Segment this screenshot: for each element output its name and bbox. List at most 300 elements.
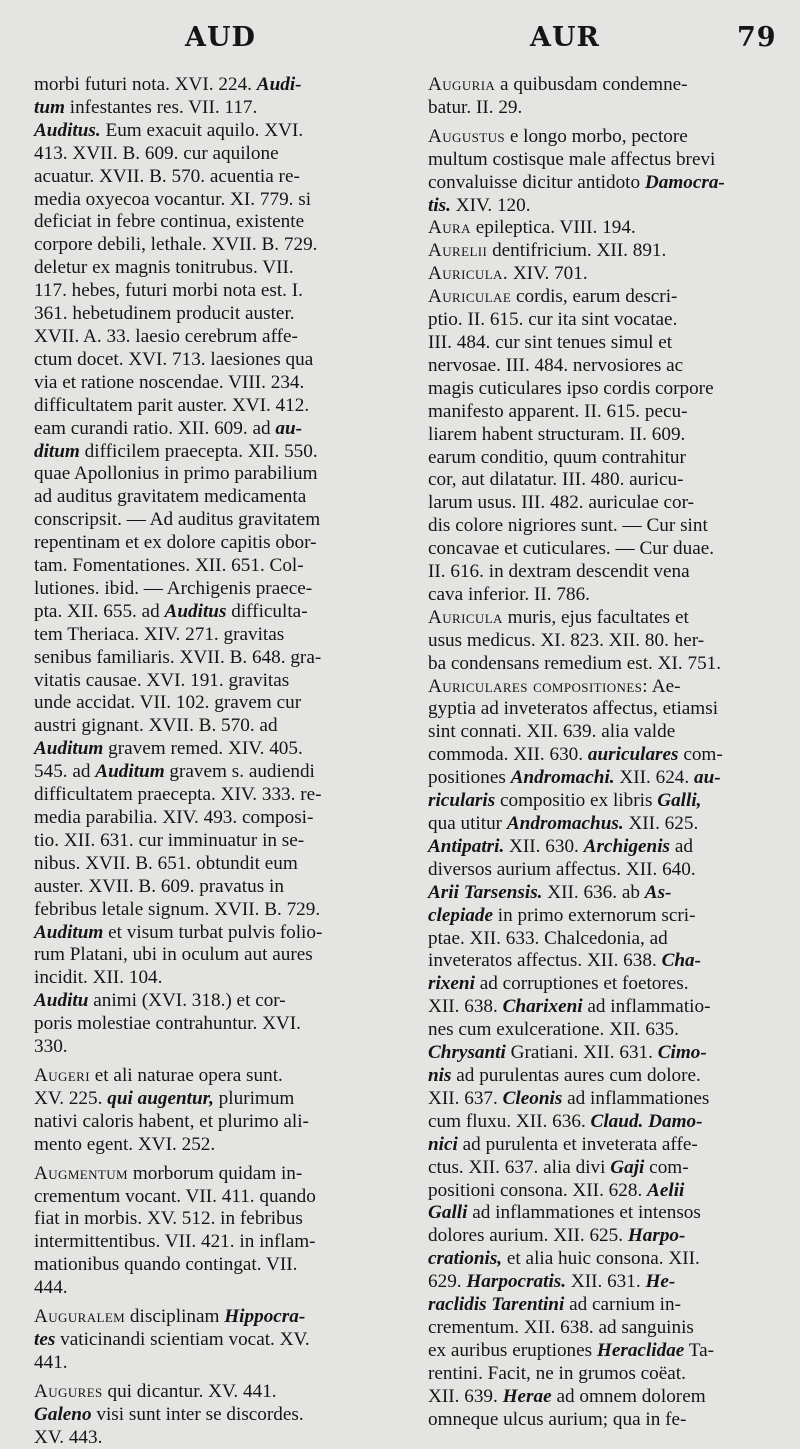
- italic-term: Auditum: [95, 761, 165, 783]
- text-run: batur. II. 29.: [428, 96, 523, 118]
- text-run: ptae. XII. 633. Chalcedonia, ad: [428, 927, 668, 949]
- text-line: [428, 1363, 768, 1386]
- text-line: [34, 715, 370, 738]
- text-run: nativi caloris habent, et plurimo ali-: [34, 1110, 309, 1132]
- text-run: vaticinandi scientiam vocat. XV.: [55, 1328, 310, 1350]
- text-line: [428, 1134, 768, 1157]
- text-run: repentinam et ex dolore capitis obor-: [34, 532, 317, 554]
- headword: Aurelii: [428, 240, 488, 262]
- text-run: qua utitur: [428, 813, 507, 834]
- text-line: [428, 1317, 768, 1340]
- text-run: 413. XVII. B. 609. cur aquilone: [34, 142, 279, 164]
- text-line: [428, 515, 768, 538]
- text-run: 444.: [34, 1277, 68, 1299]
- text-line: [34, 1277, 370, 1300]
- text-line: [34, 280, 370, 303]
- text-line: [34, 1186, 370, 1209]
- text-line: [428, 1065, 768, 1088]
- text-run: multum costisque male affectus brevi: [428, 148, 716, 170]
- italic-term: Chrysanti: [428, 1042, 506, 1064]
- text-line: [34, 234, 370, 257]
- text-run: XII. 639.: [428, 1385, 503, 1407]
- text-run: ad auditus gravitatem medicamenta: [34, 486, 307, 508]
- text-run: II. 616. in dextram descendit vena: [428, 561, 690, 583]
- text-run: et visum turbat pulvis folio-: [103, 921, 323, 943]
- running-head-right: AUR: [530, 22, 600, 53]
- italic-term: Herae: [502, 1385, 552, 1407]
- text-run: XII. 625.: [623, 813, 699, 834]
- italic-term: Harpo-: [627, 1225, 686, 1247]
- text-line: [428, 286, 768, 309]
- text-run: positiones: [428, 767, 511, 789]
- text-line: [428, 653, 768, 676]
- text-run: XII. 636. ab: [542, 881, 645, 903]
- text-line: [34, 876, 370, 899]
- text-line: [34, 1111, 370, 1134]
- text-line: [428, 973, 768, 996]
- text-line: [34, 784, 370, 807]
- headword: Augeri: [34, 1064, 90, 1086]
- italic-term: Antipatri.: [428, 835, 505, 857]
- text-line: [428, 790, 768, 813]
- text-run: ad carnium in-: [564, 1294, 681, 1316]
- text-run: Eum exacuit aquilo. XVI.: [100, 119, 304, 141]
- text-run: ad purulentas aures cum dolore.: [451, 1064, 701, 1086]
- running-head-left: AUD: [185, 22, 256, 53]
- italic-term: Andromachi.: [510, 767, 615, 789]
- text-run: senibus familiaris. XVII. B. 648. gra-: [34, 646, 322, 668]
- text-line: [34, 1163, 370, 1186]
- text-line: [34, 899, 370, 922]
- text-run: ex auribus eruptiones: [428, 1339, 597, 1361]
- text-line: [428, 149, 768, 172]
- text-run: mationibus quando contingat. VII.: [34, 1254, 298, 1276]
- text-line: [428, 1019, 768, 1042]
- text-line: [428, 263, 768, 286]
- text-line: [34, 761, 370, 784]
- text-line: [428, 1202, 768, 1225]
- text-line: [428, 836, 768, 859]
- text-run: morborum quidam in-: [128, 1162, 303, 1184]
- text-line: [428, 126, 768, 149]
- text-line: [428, 538, 768, 561]
- text-line: [34, 303, 370, 326]
- text-line: [34, 967, 370, 990]
- text-line: [34, 647, 370, 670]
- text-run: larum usus. III. 482. auriculae cor-: [428, 492, 695, 514]
- italic-term: Cha-: [661, 950, 702, 972]
- text-line: [428, 767, 768, 790]
- text-line: [34, 532, 370, 555]
- text-run: concavae et cuticulares. — Cur duae.: [428, 538, 715, 560]
- text-run: media parabilia. XIV. 493. composi-: [34, 807, 314, 828]
- italic-term: Damocra-: [644, 171, 725, 193]
- text-run: dis colore nigriores sunt. — Cur sint: [428, 515, 708, 537]
- text-line: [428, 74, 768, 97]
- text-run: difficulta-: [226, 600, 308, 622]
- italic-term: rixeni: [428, 973, 475, 995]
- text-line: [34, 441, 370, 464]
- text-run: cava inferior. II. 786.: [428, 583, 590, 605]
- text-run: muris, ejus facultates et: [502, 606, 689, 628]
- text-line: [34, 349, 370, 372]
- text-line: [34, 692, 370, 715]
- text-line: [428, 630, 768, 653]
- text-run: ctum docet. XVI. 713. laesiones qua: [34, 348, 314, 370]
- italic-term: tes: [34, 1328, 56, 1350]
- text-run: XII. 630.: [504, 835, 584, 857]
- text-run: tio. XII. 631. cur imminuatur in se-: [34, 829, 305, 851]
- text-run: ad inflammationes et intensos: [467, 1202, 701, 1224]
- headword: Auriculae: [428, 286, 512, 308]
- text-run: crementum. XII. 638. ad sanguinis: [428, 1316, 694, 1338]
- text-run: diversos aurium affectus. XII. 640.: [428, 858, 696, 880]
- text-line: [428, 561, 768, 584]
- text-line: [34, 624, 370, 647]
- text-run: cor, aut dilatatur. III. 480. auricu-: [428, 469, 684, 491]
- text-line: [428, 172, 768, 195]
- text-run: fiat in morbis. XV. 512. in febribus: [34, 1208, 303, 1230]
- text-run: XV. 443.: [34, 1426, 103, 1448]
- text-line: [428, 1111, 768, 1134]
- text-line: [428, 1294, 768, 1317]
- text-run: gravem remed. XIV. 405.: [103, 738, 303, 760]
- text-line: [34, 1329, 370, 1352]
- text-run: ad purulenta et inveterata affe-: [457, 1133, 698, 1155]
- italic-term: Harpocratis.: [466, 1271, 567, 1293]
- text-line: [34, 1254, 370, 1277]
- text-line: [428, 1386, 768, 1409]
- text-run: corpore debili, lethale. XVII. B. 729.: [34, 234, 318, 256]
- italic-term: Cimo-: [657, 1042, 707, 1064]
- text-run: incidit. XII. 104.: [34, 967, 163, 989]
- text-run: in primo externorum scri-: [493, 904, 696, 926]
- italic-term: Galli,: [657, 790, 702, 812]
- text-run: com-: [678, 744, 723, 766]
- headword: Augmentum: [34, 1162, 129, 1184]
- text-line: [34, 211, 370, 234]
- text-run: rum Platani, ubi in oculum aut aures: [34, 944, 313, 966]
- text-run: conscripsit. — Ad auditus gravitatem: [34, 509, 321, 531]
- right-column: [428, 74, 768, 1431]
- headword: Auricula: [428, 606, 503, 628]
- text-line: [34, 853, 370, 876]
- text-run: morbi futuri nota. XVI. 224.: [34, 74, 257, 95]
- text-line: [428, 1340, 768, 1363]
- text-run: ptio. II. 615. cur ita sint vocatae.: [428, 309, 678, 331]
- text-line: [428, 492, 768, 515]
- text-line: [428, 813, 768, 836]
- text-line: [34, 326, 370, 349]
- text-line: [428, 447, 768, 470]
- text-line: [428, 1271, 768, 1294]
- text-run: et ali naturae opera sunt.: [89, 1064, 283, 1086]
- text-run: XII. 638.: [428, 996, 503, 1018]
- text-line: [428, 1409, 768, 1432]
- italic-term: Heraclidae: [596, 1339, 685, 1361]
- text-run: vitatis causae. XVI. 191. gravitas: [34, 669, 290, 691]
- text-run: pta. XII. 655. ad: [34, 600, 165, 622]
- text-run: Ae-: [648, 675, 681, 697]
- italic-term: ricularis: [428, 790, 496, 812]
- text-run: nes cum exulceratione. XII. 635.: [428, 1019, 679, 1041]
- text-run: quae Apollonius in primo parabilium: [34, 463, 318, 485]
- text-run: poris molestiae contrahuntur. XVI.: [34, 1013, 301, 1035]
- text-run: liarem habent structuram. II. 609.: [428, 423, 686, 445]
- text-line: [34, 486, 370, 509]
- italic-term: As-: [644, 881, 672, 903]
- page-number: 79: [737, 22, 777, 53]
- text-line: [34, 1088, 370, 1111]
- text-line: [34, 143, 370, 166]
- italic-term: Gaji: [610, 1156, 645, 1178]
- text-run: XII. 637.: [428, 1087, 503, 1109]
- italic-term: au-: [694, 767, 721, 789]
- text-run: ba condensans remedium est. XI. 751.: [428, 652, 722, 674]
- text-line: [34, 395, 370, 418]
- text-line: [34, 97, 370, 120]
- left-column: [34, 74, 370, 1449]
- italic-term: qui augentur,: [107, 1087, 214, 1109]
- text-run: convaluisse dicitur antidoto: [428, 171, 645, 193]
- text-run: XVII. A. 33. laesio cerebrum affe-: [34, 325, 298, 347]
- text-run: tam. Fomentationes. XII. 651. Col-: [34, 555, 304, 577]
- text-run: unde accidat. VII. 102. gravem cur: [34, 692, 302, 714]
- text-line: [428, 996, 768, 1019]
- italic-term: clepiade: [428, 904, 493, 926]
- text-line: [428, 744, 768, 767]
- text-line: [34, 944, 370, 967]
- text-line: [428, 378, 768, 401]
- text-line: [428, 217, 768, 240]
- text-line: [428, 1088, 768, 1111]
- text-run: ctus. XII. 637. alia divi: [428, 1156, 611, 1178]
- text-run: 117. hebes, futuri morbi nota est. I.: [34, 280, 303, 302]
- text-run: qui dicantur. XV. 441.: [102, 1380, 277, 1402]
- text-line: [34, 509, 370, 532]
- text-run: sint connati. XII. 639. alia valde: [428, 721, 676, 743]
- text-line: [34, 1208, 370, 1231]
- text-run: difficultatem parit auster. XVI. 412.: [34, 394, 310, 416]
- text-line: [428, 721, 768, 744]
- text-run: et alia huic consona. XII.: [502, 1248, 700, 1270]
- text-run: crementum vocant. VII. 411. quando: [34, 1185, 316, 1207]
- text-line: [34, 1306, 370, 1329]
- italic-term: He-: [645, 1271, 676, 1293]
- text-run: animi (XVI. 318.) et cor-: [88, 990, 286, 1012]
- text-run: XII. 624.: [614, 767, 694, 789]
- italic-term: nis: [428, 1064, 452, 1086]
- text-run: ad corruptiones et foetores.: [474, 973, 689, 995]
- italic-term: tis.: [428, 194, 451, 216]
- text-run: nervosae. III. 484. nervosiores ac: [428, 354, 684, 376]
- text-run: XIV. 701.: [508, 263, 588, 285]
- text-line: [34, 1404, 370, 1427]
- italic-term: auriculares: [587, 744, 679, 766]
- text-line: [34, 1013, 370, 1036]
- text-run: Gratiani. XII. 631.: [505, 1042, 658, 1064]
- text-line: [428, 950, 768, 973]
- italic-term: Hippocra-: [224, 1306, 306, 1328]
- text-line: [34, 166, 370, 189]
- italic-term: nici: [428, 1133, 458, 1155]
- text-run: nibus. XVII. B. 651. obtundit eum: [34, 852, 298, 874]
- text-line: [428, 332, 768, 355]
- italic-term: raclidis Tarentini: [428, 1294, 565, 1316]
- text-run: earum conditio, quum contrahitur: [428, 446, 686, 468]
- text-line: [34, 1381, 370, 1404]
- headword: Auricula.: [428, 263, 509, 285]
- text-run: a quibusdam condemne-: [495, 74, 688, 95]
- text-run: 330.: [34, 1036, 68, 1058]
- text-run: gravem s. audiendi: [164, 761, 315, 783]
- text-run: 441.: [34, 1351, 68, 1373]
- text-line: [34, 922, 370, 945]
- text-line: [34, 189, 370, 212]
- text-run: positioni consona. XII. 628.: [428, 1179, 648, 1201]
- text-line: [34, 738, 370, 761]
- italic-term: Charixeni: [502, 996, 583, 1018]
- text-run: inveteratos affectus. XII. 638.: [428, 950, 662, 972]
- text-line: [428, 401, 768, 424]
- text-line: [428, 859, 768, 882]
- italic-term: Auditum: [34, 921, 104, 943]
- headword: Augures: [34, 1380, 103, 1402]
- italic-term: Auditus: [164, 600, 227, 622]
- text-run: cum fluxu. XII. 636.: [428, 1110, 591, 1132]
- text-run: infestantes res. VII. 117.: [64, 96, 258, 118]
- text-run: magis cuticulares ipso cordis corpore: [428, 377, 714, 399]
- text-run: epileptica. VIII. 194.: [470, 217, 636, 239]
- text-line: [34, 463, 370, 486]
- text-line: [428, 905, 768, 928]
- text-line: [34, 601, 370, 624]
- text-line: [428, 355, 768, 378]
- italic-term: Claud. Damo-: [590, 1110, 703, 1132]
- text-run: manifesto apparent. II. 615. pecu-: [428, 400, 688, 422]
- text-run: eam curandi ratio. XII. 609. ad: [34, 417, 276, 439]
- headword: Auguria: [428, 74, 496, 95]
- text-run: omneque ulcus aurium; qua in fe-: [428, 1408, 687, 1430]
- text-run: ad: [670, 835, 693, 857]
- italic-term: au-: [275, 417, 303, 439]
- text-run: media oxyecoa vocantur. XI. 779. si: [34, 188, 312, 210]
- text-run: cordis, earum descri-: [511, 286, 678, 308]
- column-gutter: [401, 74, 402, 1354]
- headword: Auriculares compositiones:: [428, 675, 649, 697]
- text-line: [34, 807, 370, 830]
- italic-term: Audi-: [256, 74, 302, 95]
- text-run: intermittentibus. VII. 421. in inflam-: [34, 1231, 316, 1253]
- text-run: XV. 225.: [34, 1087, 108, 1109]
- text-run: deletur ex magnis tonitrubus. VII.: [34, 257, 294, 279]
- text-line: [428, 424, 768, 447]
- text-run: tem Theriaca. XIV. 271. gravitas: [34, 623, 285, 645]
- text-line: [428, 195, 768, 218]
- text-run: compositio ex libris: [495, 790, 658, 812]
- italic-term: ditum: [34, 440, 80, 462]
- italic-term: Auditum: [34, 738, 104, 760]
- text-line: [428, 97, 768, 120]
- text-line: [34, 74, 370, 97]
- text-run: lutiones. ibid. — Archigenis praece-: [34, 577, 313, 599]
- italic-term: Aelii: [647, 1179, 685, 1201]
- text-line: [34, 1231, 370, 1254]
- text-run: febribus letale signum. XVII. B. 729.: [34, 898, 321, 920]
- italic-term: Galeno: [34, 1403, 92, 1425]
- text-line: [428, 584, 768, 607]
- text-line: [34, 257, 370, 280]
- text-line: [428, 309, 768, 332]
- italic-term: crationis,: [428, 1248, 503, 1270]
- text-line: [428, 1180, 768, 1203]
- text-run: XII. 631.: [566, 1271, 646, 1293]
- text-line: [428, 882, 768, 905]
- text-run: Ta-: [684, 1339, 715, 1361]
- text-line: [428, 928, 768, 951]
- text-line: [34, 1427, 370, 1449]
- text-run: usus medicus. XI. 823. XII. 80. her-: [428, 629, 705, 651]
- text-run: deficiat in febre continua, existente: [34, 211, 305, 233]
- headword: Aura: [428, 217, 471, 239]
- text-run: dolores aurium. XII. 625.: [428, 1225, 628, 1247]
- text-run: difficilem praecepta. XII. 550.: [79, 440, 318, 462]
- text-line: [34, 120, 370, 143]
- headword: Auguralem: [34, 1306, 126, 1328]
- text-line: [34, 670, 370, 693]
- text-run: disciplinam: [125, 1306, 225, 1328]
- text-run: 545. ad: [34, 761, 96, 783]
- text-line: [34, 1065, 370, 1088]
- text-run: difficultatem praecepta. XIV. 333. re-: [34, 784, 322, 806]
- italic-term: Andromachus.: [506, 813, 624, 834]
- text-line: [428, 1042, 768, 1065]
- text-line: [34, 990, 370, 1013]
- italic-term: Auditu: [34, 990, 89, 1012]
- text-line: [428, 469, 768, 492]
- text-line: [428, 607, 768, 630]
- text-line: [428, 1225, 768, 1248]
- text-run: auster. XVII. B. 609. pravatus in: [34, 875, 284, 897]
- text-run: ad omnem dolorem: [551, 1385, 706, 1407]
- text-run: gyptia ad inveteratos affectus, etiamsi: [428, 698, 719, 720]
- text-run: 629.: [428, 1271, 467, 1293]
- text-run: III. 484. cur sint tenues simul et: [428, 331, 673, 353]
- text-line: [428, 698, 768, 721]
- italic-term: Arii Tarsensis.: [428, 881, 543, 903]
- text-line: [34, 578, 370, 601]
- text-line: [34, 418, 370, 441]
- text-line: [34, 1352, 370, 1375]
- text-line: [34, 1036, 370, 1059]
- text-line: [428, 240, 768, 263]
- italic-term: Archigenis: [583, 835, 671, 857]
- italic-term: Galli: [428, 1202, 468, 1224]
- text-line: [428, 1157, 768, 1180]
- text-line: [34, 1134, 370, 1157]
- text-line: [428, 1248, 768, 1271]
- text-line: [34, 830, 370, 853]
- text-run: ad inflammatio-: [582, 996, 711, 1018]
- text-run: XIV. 120.: [450, 194, 531, 216]
- italic-term: tum: [34, 96, 65, 118]
- text-run: mento egent. XVI. 252.: [34, 1133, 216, 1155]
- text-line: [34, 555, 370, 578]
- text-run: austri gignant. XVII. B. 570. ad: [34, 715, 278, 737]
- text-run: acuatur. XVII. B. 570. acuentia re-: [34, 165, 300, 187]
- text-run: visi sunt inter se discordes.: [91, 1403, 304, 1425]
- text-run: rentini. Facit, ne in grumos coëat.: [428, 1362, 686, 1384]
